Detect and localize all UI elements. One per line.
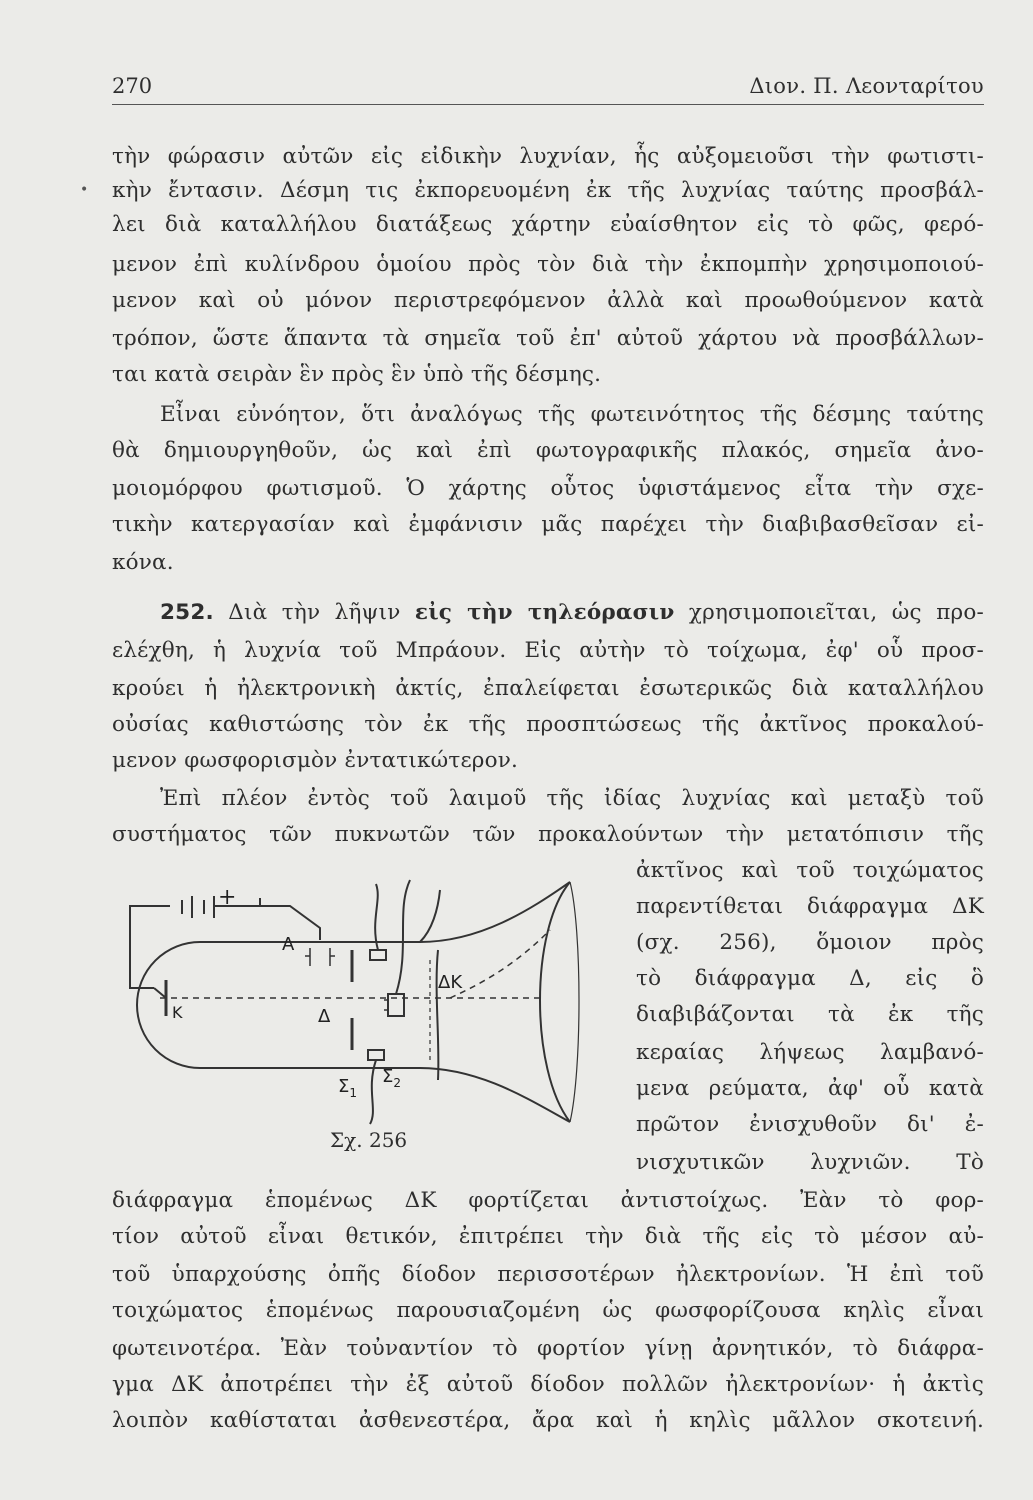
text-line: μενον καὶ οὐ μόνον περιστρεφόμενον ἀλλὰ καὶ προωθούμενον κατὰ [112, 288, 984, 313]
text-line: τοῦ ὑπαρχούσης ὀπῆς δίοδον περισσοτέρων ἠλεκτρονίων. Ἡ ἐπὶ τοῦ [112, 1262, 984, 1287]
plate-label: Δ [318, 1006, 331, 1027]
anode-label: A [282, 934, 295, 955]
section-heading-line: 252. Διὰ τὴν λῆψιν εἰς τὴν τηλεόρασιν χρησιμοποιεῖται, ὡς προ- [160, 600, 984, 625]
page-number: 270 [112, 74, 153, 98]
side-text-line: τὸ διάφραγμα Δ, εἰς ὃ [636, 966, 984, 991]
text-line: μοιομόρφου φωτισμοῦ. Ὁ χάρτης οὗτος ὑφιστάμενος εἶτα τὴν σχε- [112, 476, 984, 501]
text-line: τὴν φώρασιν αὐτῶν εἰς εἰδικὴν λυχνίαν, ἧς αὐξομειοῦσι τὴν φωτιστι- [112, 144, 984, 169]
sigma-2-label: $\Sigma_2$ [382, 1066, 402, 1090]
side-text-line: νισχυτικῶν λυχνιῶν. Τὸ [636, 1150, 984, 1175]
running-header [112, 72, 984, 105]
section-number: 252. [160, 600, 214, 625]
text-line: κρούει ἡ ἠλεκτρονικὴ ἀκτίς, ἐπαλείφεται ἐσωτερικῶς διὰ καταλλήλου [112, 676, 984, 701]
text-line: Ἐπὶ πλέον ἐντὸς τοῦ λαιμοῦ τῆς ἰδίας λυχνίας καὶ μεταξὺ τοῦ [160, 786, 984, 811]
text-line: μενον ἐπὶ κυλίνδρου ὁμοίου πρὸς τὸν διὰ τὴν ἐκπομπὴν χρησιμοποιού- [112, 252, 984, 277]
running-author: Διον. Π. Λεονταρίτου [749, 74, 984, 98]
side-text-line: (σχ. 256), ὅμοιον πρὸς [636, 930, 984, 955]
text-line: οὐσίας καθιστώσης τὸν ἐκ τῆς προσπτώσεως τῆς ἀκτῖνος προκαλού- [112, 712, 984, 737]
side-text-line: μενα ρεύματα, ἀφ' οὗ κατὰ [636, 1076, 984, 1101]
braun-tube-diagram [120, 870, 620, 1130]
battery-plus-label: + [218, 885, 237, 910]
text-line: Εἶναι εὐνόητον, ὅτι ἀναλόγως τῆς φωτεινότητος τῆς δέσμης ταύτης [160, 402, 984, 427]
text-line: τικὴν κατεργασίαν καὶ ἐμφάνισιν μᾶς παρέχει τὴν διαβιβασθεῖσαν εἰ- [112, 512, 984, 537]
text-line: ται κατὰ σειρὰν ἓν πρὸς ἓν ὑπὸ τῆς δέσμης. [112, 362, 602, 387]
sigma-1-label: $\Sigma_1$ [338, 1076, 358, 1100]
text-line: διάφραγμα ἑπομένως ΔΚ φορτίζεται ἀντιστοίχως. Ἐὰν τὸ φορ- [112, 1188, 984, 1213]
text-line: τίον αὐτοῦ εἶναι θετικόν, ἐπιτρέπει τὴν διὰ τῆς εἰς τὸ μέσον αὐ- [112, 1224, 984, 1249]
text-line: συστήματος τῶν πυκνωτῶν τῶν προκαλούντων τὴν μετατόπισιν τῆς [112, 822, 984, 847]
text-line: μενον φωσφορισμὸν ἐντατικώτερον. [112, 748, 519, 773]
text-line: κόνα. [112, 550, 174, 575]
text-line: θὰ δημιουργηθοῦν, ὡς καὶ ἐπὶ φωτογραφικῆς πλακός, σημεῖα ἀνο- [112, 438, 984, 463]
text-line: ελέχθη, ἡ λυχνία τοῦ Μπράουν. Εἰς αὐτὴν τὸ τοίχωμα, ἐφ' οὗ προσ- [112, 638, 984, 663]
side-text-line: διαβιβάζονται τὰ ἐκ τῆς [636, 1002, 984, 1027]
side-text-line: κεραίας λήψεως λαμβανό- [636, 1040, 984, 1065]
text-line: φωτεινοτέρα. Ἐὰν τοὐναντίον τὸ φορτίον γίνῃ ἀρνητικόν, τὸ διάφρα- [112, 1336, 984, 1361]
side-text-line: πρῶτον ἐνισχυθοῦν δι' ἐ- [636, 1112, 984, 1137]
margin-mark: • [80, 182, 89, 198]
text-line: λει διὰ καταλλήλου διατάξεως χάρτην εὐαίσθητον εἰς τὸ φῶς, φερό- [112, 212, 984, 237]
figure-caption: Σχ. 256 [330, 1128, 408, 1152]
text-line: τρόπον, ὥστε ἅπαντα τὰ σημεῖα τοῦ ἐπ' αὐτοῦ χάρτου νὰ προσβάλλων- [112, 326, 984, 351]
text-line: τοιχώματος ἑπομένως παρουσιαζομένη ὡς φωσφορίζουσα κηλὶς εἶναι [112, 1298, 984, 1323]
text-line: γμα ΔΚ ἀποτρέπει τὴν ἐξ αὐτοῦ δίοδον πολλῶν ἠλεκτρονίων· ἡ ἀκτὶς [112, 1372, 984, 1397]
text-line: λοιπὸν καθίσταται ἀσθενεστέρα, ἄρα καὶ ἡ κηλὶς μᾶλλον σκοτεινή. [112, 1408, 984, 1433]
text-line: κὴν ἔντασιν. Δέσμη τις ἐκπορευομένη ἐκ τῆς λυχνίας ταύτης προσβάλ- [112, 178, 984, 203]
diaphragm-label: ΔΚ [438, 972, 463, 993]
side-text-line: παρεντίθεται διάφραγμα ΔΚ [636, 894, 984, 919]
section-keyword: εἰς τὴν τηλεόρασιν [414, 600, 675, 625]
side-text-line: ἀκτῖνος καὶ τοῦ τοιχώματος [636, 858, 984, 883]
cathode-label: K [172, 1003, 183, 1022]
